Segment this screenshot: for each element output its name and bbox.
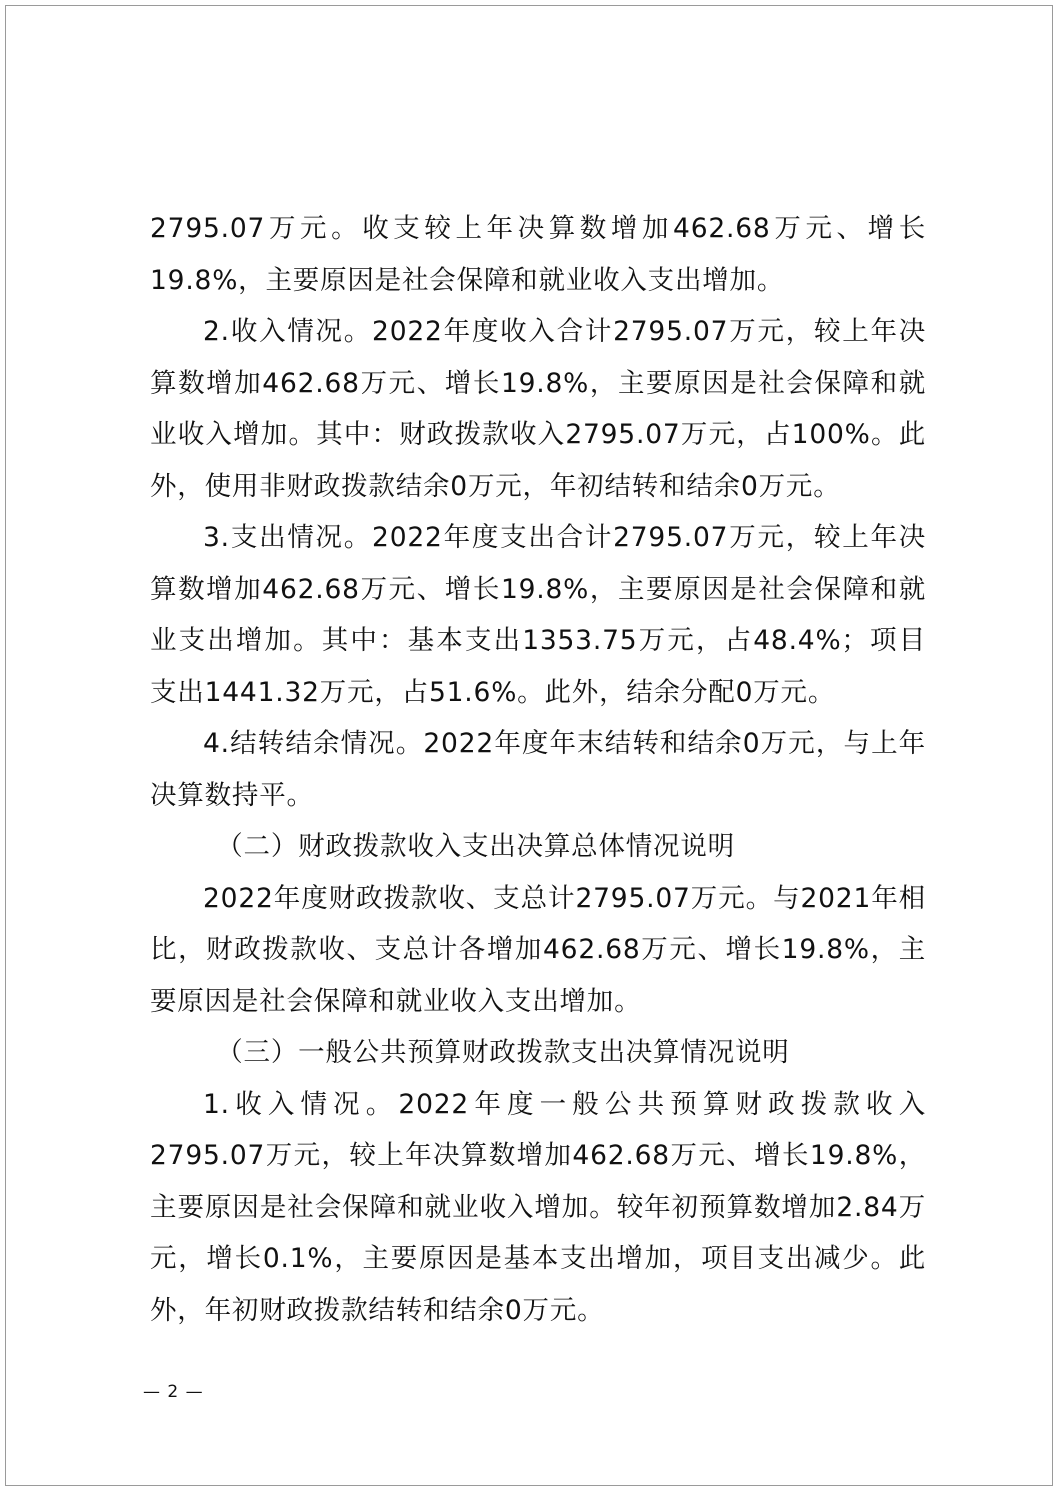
page-number: — 2 — (143, 1382, 204, 1402)
paragraph-appropriation-total: 2022年度财政拨款收、支总计2795.07万元。与2021年相比，财政拨款收、支总计各增加462.68万元、增长19.8%，主要原因是社会保障和就业收入支出增加。 (150, 882, 926, 1017)
section-heading-3: （三）一般公共预算财政拨款支出决算情况说明 (216, 1037, 790, 1068)
paragraph-income: 2.收入情况。2022年度收入合计2795.07万元，较上年决算数增加462.68万元、增长19.8%，主要原因是社会保障和就业收入增加。其中：财政拨款收入2795.07万元，占100%。此外，使用非财政拨款结余0万元，年初结转和结余0万元。 (150, 316, 926, 502)
paragraph-carryover: 4.结转结余情况。2022年度年末结转和结余0万元，与上年决算数持平。 (150, 728, 926, 811)
document-page (5, 5, 1053, 1486)
paragraph-continuation: 2795.07万元。收支较上年决算数增加462.68万元、增长19.8%，主要原因是社会保障和就业收入支出增加。 (150, 213, 926, 296)
paragraph-public-budget-income: 1.收入情况。2022年度一般公共预算财政拨款收入2795.07万元，较上年决算数增加462.68万元、增长19.8%，主要原因是社会保障和就业收入增加。较年初预算数增加2.84万元，增长0.1%，主要原因是基本支出增加，项目支出减少。此外，年初财政拨款结转和结余0万元。 (150, 1088, 926, 1326)
paragraph-expenditure: 3.支出情况。2022年度支出合计2795.07万元，较上年决算数增加462.68万元、增长19.8%，主要原因是社会保障和就业支出增加。其中：基本支出1353.75万元，占48.4%；项目支出1441.32万元，占51.6%。此外，结余分配0万元。 (150, 522, 926, 708)
section-heading-2: （二）财政拨款收入支出决算总体情况说明 (216, 831, 735, 862)
document-body (150, 203, 926, 1336)
